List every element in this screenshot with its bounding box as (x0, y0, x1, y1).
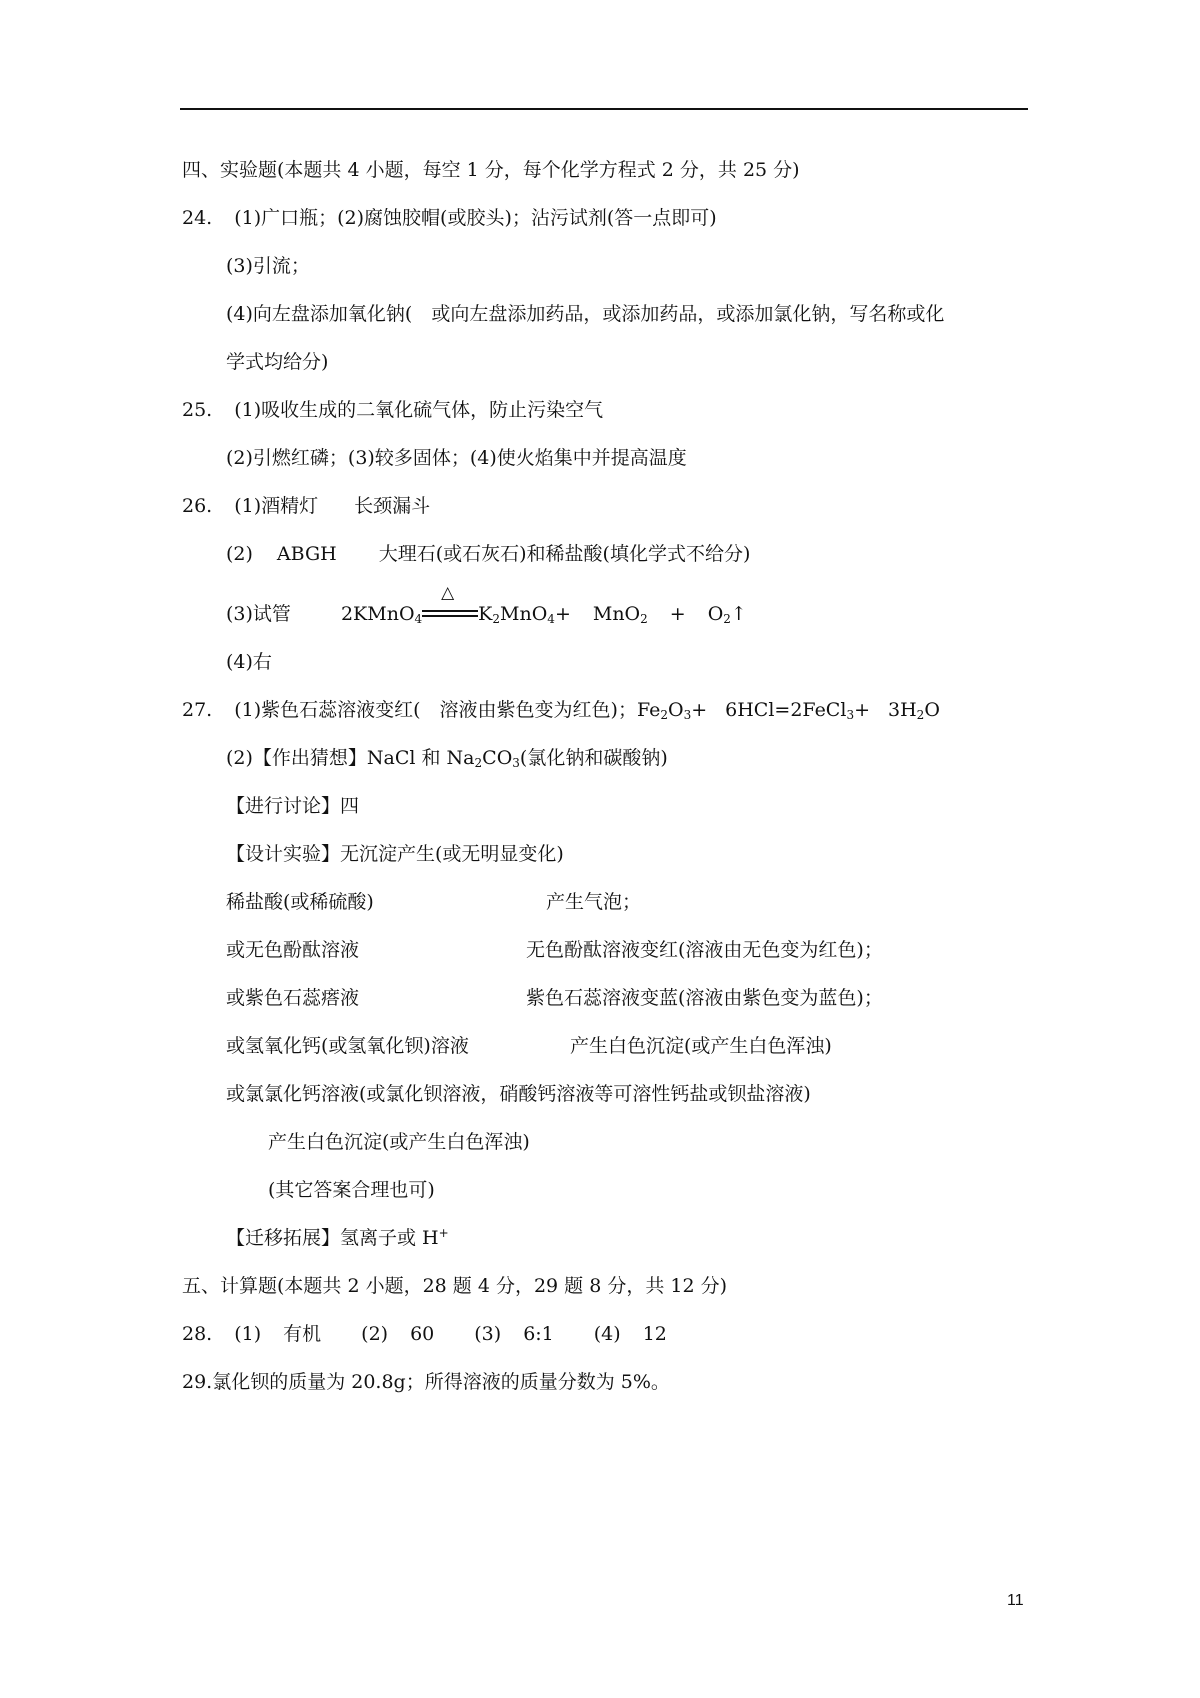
q26-line3: (3)试管 2KMnO$_4$ △ $K_2MnO_4+ MnO_2$ + $O_2↑$ (226, 583, 747, 626)
q26-equation: 2KMnO$_4$ △ $K_2MnO_4+ MnO_2$ + $O_2↑$ (340, 583, 747, 626)
q29-line: 29.氯化钡的质量为 20.8g；所得溶液的质量分数为 5%。 (182, 1371, 670, 1393)
header-rule (180, 108, 1028, 110)
q24-line4: 学式均给分) (226, 351, 329, 373)
q27-line10: 产生白色沉淀(或产生白色浑浊) (268, 1131, 530, 1153)
q27-row-1-left: 稀盐酸(或稀硫酸) (226, 891, 374, 913)
heat-equals-sign (422, 583, 478, 627)
q26-number: 26. (182, 495, 213, 517)
q27-equation: $Fe_2O_3+$ 6HCl=2FeCl$_3$+ $3H_2O$ (636, 699, 940, 722)
q27-line9: 或氯氯化钙溶液(或氯化钡溶液，硝酸钙溶液等可溶性钙盐或钡盐溶液) (226, 1083, 811, 1105)
q27-row-4-right: 产生白色沉淀(或产生白色浑浊) (570, 1035, 832, 1057)
q27-row-2-left: 或无色酚酞溶液 (226, 939, 360, 961)
q26-line2: (2) ABGH 大理石(或石灰石)和稀盐酸(填化学式不给分) (226, 543, 751, 565)
q24-line1: 24. (1)广口瓶；(2)腐蚀胶帽(或胶头)；沾污试剂(答一点即可) (182, 207, 717, 229)
q26-line1: 26. (1)酒精灯 长颈漏斗 (182, 495, 431, 517)
q25-number: 25. (182, 399, 213, 421)
q27-row-3-left: 或紫色石蕊瘩液 (226, 987, 360, 1009)
q27-row-3-right: 紫色石蕊溶液变蓝(溶液由紫色变为蓝色)； (526, 987, 883, 1009)
q27-line11: (其它答案合理也可) (268, 1179, 435, 1201)
q25-line1: 25. (1)吸收生成的二氧化硫气体，防止污染空气 (182, 399, 604, 421)
heat-triangle-icon: △ (441, 583, 455, 603)
q27-row-4-left: 或氢氧化钙(或氢氧化钡)溶液 (226, 1035, 469, 1057)
q27-row-1-right: 产生气泡； (546, 891, 642, 913)
q27-line2: (2)【作出猜想】NaCl 和 $Na_2CO_3$(氯化钠和碳酸钠) (226, 747, 668, 770)
q24-line3: (4)向左盘添加氧化钠( 或向左盘添加药品，或添加药品，或添加氯化钠，写名称或化 (226, 303, 945, 325)
q25-line2: (2)引燃红磷；(3)较多固体；(4)使火焰集中并提高温度 (226, 447, 687, 469)
section4-heading: 四、实验题(本题共 4 小题，每空 1 分，每个化学方程式 2 分，共 25 分) (182, 159, 800, 181)
q28-line: 28. (1) 有机 (2) 60 (3) 6:1 (4) 12 (182, 1323, 667, 1345)
q27-line3: 【进行讨论】四 (226, 795, 360, 817)
q27-line1: 27. (1)紫色石蕊溶液变红( 溶液由紫色变为红色)；$Fe_2O_3+$ 6HCl=2FeCl$_3$+ $3H_2O$ (182, 699, 940, 722)
q27-row-2-right: 无色酚酞溶液变红(溶液由无色变为红色)； (526, 939, 883, 961)
q27-line12: 【迁移拓展】氢离子或 H+ (226, 1226, 449, 1249)
q28-number: 28. (182, 1323, 213, 1345)
page-number: 11 (1007, 1592, 1024, 1609)
section5-heading: 五、计算题(本题共 2 小题，28 题 4 分，29 题 8 分，共 12 分) (182, 1275, 728, 1297)
q26-line4: (4)右 (226, 651, 272, 673)
q27-number: 27. (182, 699, 213, 721)
q27-line4: 【设计实验】无沉淀产生(或无明显变化) (226, 843, 564, 865)
up-arrow-icon: ↑ (730, 603, 747, 625)
q24-number: 24. (182, 207, 213, 229)
q24-line2: (3)引流； (226, 255, 310, 277)
